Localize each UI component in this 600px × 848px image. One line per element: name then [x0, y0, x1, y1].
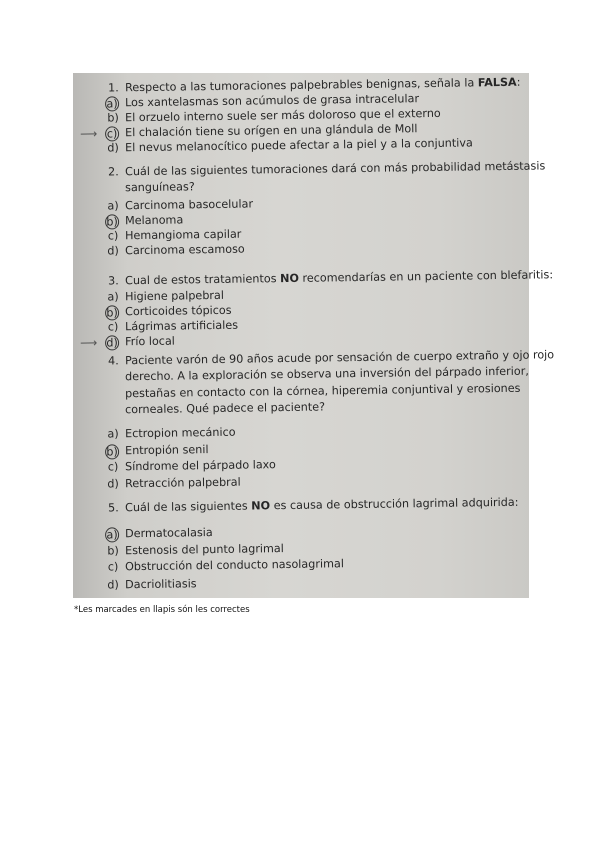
option-letter: d): [107, 578, 119, 592]
question-text-pre: corneales. Qué padece el paciente?: [124, 400, 326, 417]
option-letter: a): [107, 290, 119, 304]
option-letter: a): [107, 427, 119, 441]
option-text: Dacriolitiasis: [124, 577, 197, 592]
option-text: El chalación tiene su orígen en una glándula de Moll: [124, 122, 418, 140]
option-text: Obstrucción del conducto nasolagrimal: [124, 557, 344, 574]
option-letter: d): [107, 477, 119, 491]
question-text-pre: Cuál de las siguientes: [124, 499, 252, 515]
option-letter: d): [107, 244, 119, 258]
option-text: Higiene palpebral: [124, 288, 225, 304]
question-number: 2.: [107, 165, 119, 179]
option-text: El orzuelo interno suele ser más doloroso que el externo: [124, 106, 441, 125]
option-text: Dermatocalasia: [124, 526, 213, 541]
option-letter: a): [107, 199, 119, 213]
pencil-arrow-icon: ⟶: [79, 335, 98, 350]
question-text-bold: FALSA: [477, 75, 517, 90]
option-text: Entropión senil: [124, 443, 209, 458]
option-letter: b): [107, 111, 119, 125]
question-text-pre: Paciente varón de 90 años acude por sensación de cuerpo extraño y ojo rojo: [124, 348, 555, 368]
question-text-pre: Cuál de las siguientes tumoraciones dará con más probabilidad metástasis: [124, 159, 546, 179]
option-text: Frío local: [124, 334, 175, 349]
option-text: Lágrimas artificiales: [124, 318, 239, 334]
option-letter: d): [107, 141, 119, 155]
option-letter: c): [107, 560, 119, 574]
circled-option-letter: b): [106, 306, 118, 320]
option-text: Carcinoma escamoso: [124, 242, 245, 258]
option-text: Corticoides tópicos: [124, 303, 232, 319]
pencil-arrow-icon: ⟶: [79, 126, 98, 141]
option-text: Retracción palpebral: [124, 475, 241, 491]
option-text: El nevus melanocítico puede afectar a la piel y a la conjuntiva: [124, 136, 473, 155]
question-text-post: es causa de obstrucción lagrimal adquirida:: [270, 495, 519, 513]
question-text-pre: derecho. A la exploración se observa una inversión del párpado inferior,: [124, 364, 529, 384]
option-text: Hemangioma capilar: [124, 227, 242, 243]
circled-option-letter: c): [106, 127, 118, 141]
option-text: Ectropion mecánico: [124, 425, 236, 441]
option-text: Carcinoma basocelular: [124, 197, 254, 213]
question-text-pre: Cual de estos tratamientos: [124, 272, 281, 288]
question-number: 1.: [107, 81, 119, 95]
question-text-bold: NO: [279, 271, 300, 286]
question-number: 5.: [107, 501, 119, 515]
question-number: 3.: [107, 274, 119, 288]
question-text-pre: sanguíneas?: [124, 180, 195, 195]
circled-option-letter: b): [106, 215, 118, 229]
question-text: [125, 400, 325, 416]
question-text-pre: Respecto a las tumoraciones palpebrables benignas, señala la: [124, 76, 478, 95]
circled-option-letter: b): [106, 445, 118, 459]
option-letter: c): [107, 460, 119, 474]
option-text: Los xantelasmas son acúmulos de grasa intracelular: [124, 92, 420, 110]
option-letter: c): [107, 320, 119, 334]
question-text-post: recomendarías en un paciente con blefaritis:: [298, 268, 554, 285]
circled-option-letter: a): [106, 528, 118, 542]
option-text: Síndrome del párpado laxo: [124, 458, 276, 474]
question-number: 4.: [107, 354, 119, 368]
footnote: *Les marcades en llapis són les correctes: [74, 605, 250, 615]
option-letter: c): [107, 229, 119, 243]
option-text: Estenosis del punto lagrimal: [124, 542, 284, 558]
question-text-pre: pestañas en contacto con la córnea, hiperemia conjuntival y erosiones: [124, 381, 521, 401]
circled-option-letter: d): [106, 336, 118, 350]
circled-option-letter: a): [106, 97, 118, 111]
question-text-post: :: [516, 75, 521, 89]
option-text: Melanoma: [124, 213, 184, 228]
question-text-bold: NO: [251, 499, 271, 513]
question-text: [125, 180, 195, 194]
option-letter: b): [107, 544, 119, 558]
